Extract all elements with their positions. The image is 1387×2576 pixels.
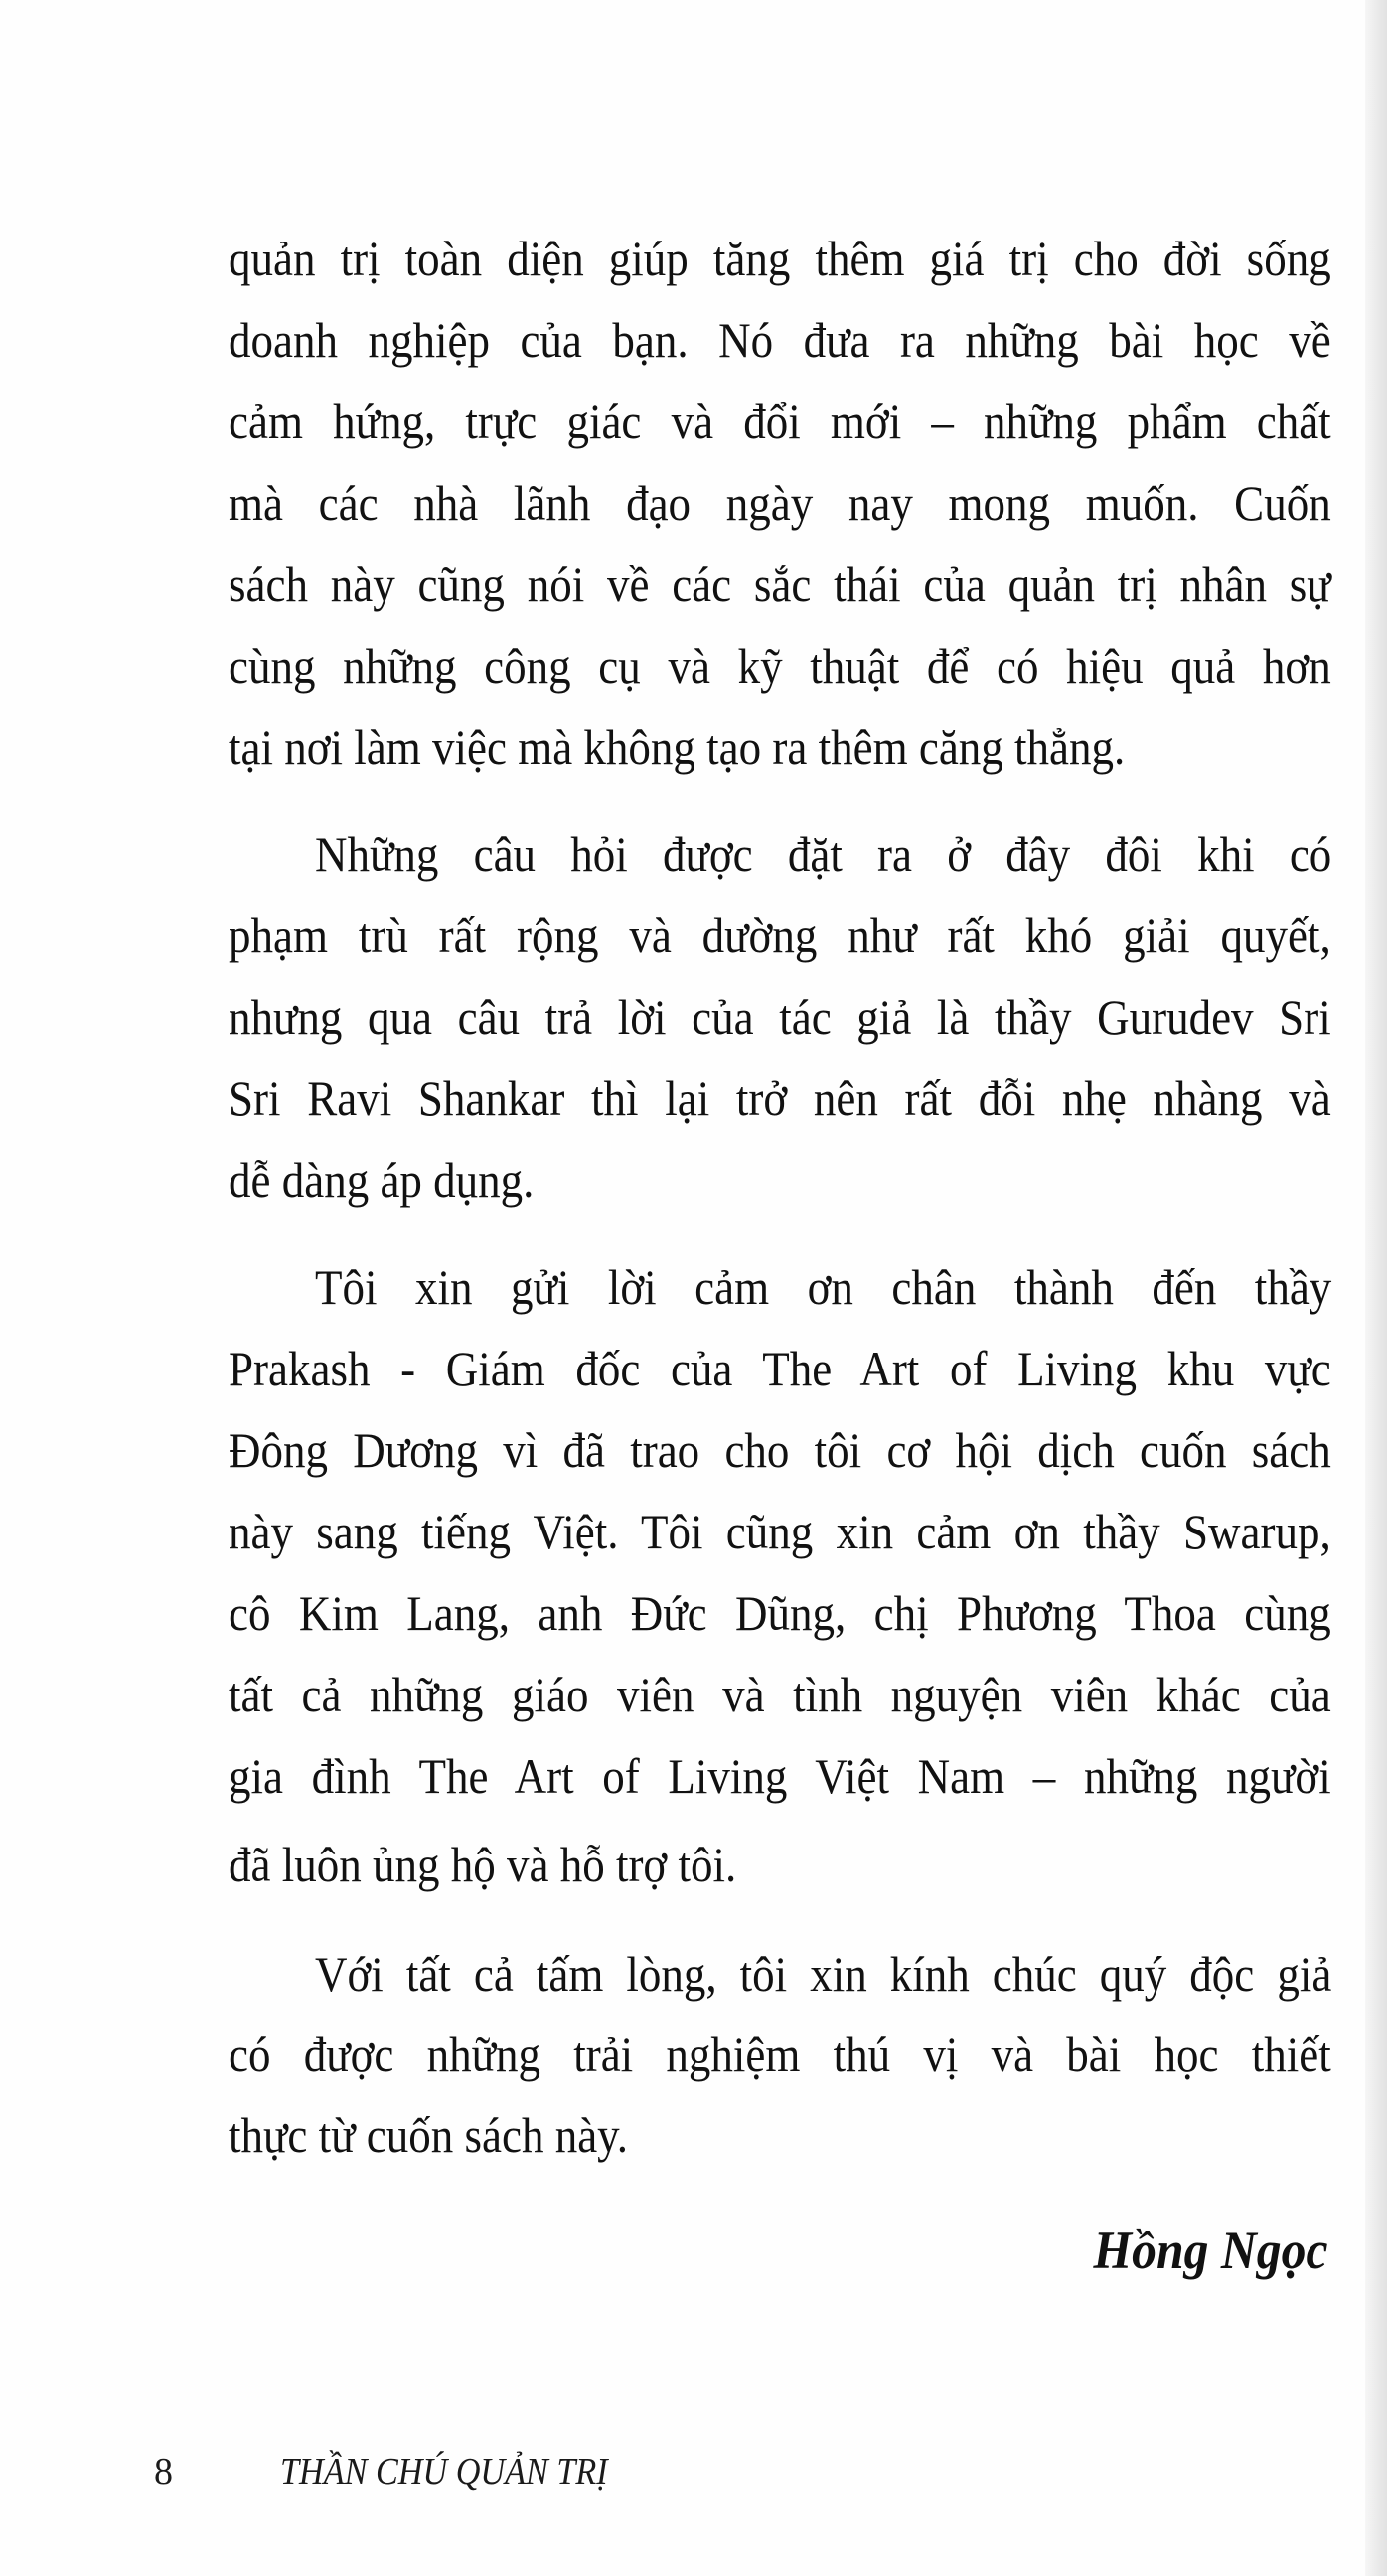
text-line: dễ dàng áp dụng. [229,1152,535,1208]
text-line: cùng những công cụ và kỹ thuật để có hiệu quả hơn [229,638,1331,694]
translator-signature: Hồng Ngọc [1093,2220,1327,2280]
text-line: tại nơi làm việc mà không tạo ra thêm căng thẳng. [229,720,1126,775]
text-line: Những câu hỏi được đặt ra ở đây đôi khi có [315,826,1332,882]
text-line: sách này cũng nói về các sắc thái của quản trị nhân sự [229,557,1331,612]
text-line: thực từ cuốn sách này. [229,2107,628,2163]
text-line: gia đình The Art of Living Việt Nam – những người [229,1748,1331,1804]
text-line: cô Kim Lang, anh Đức Dũng, chị Phương Thoa cùng [229,1585,1331,1641]
running-title: THẦN CHÚ QUẢN TRỊ [280,2451,608,2493]
text-line: nhưng qua câu trả lời của tác giả là thầy Gurudev Sri [229,989,1331,1045]
text-line: này sang tiếng Việt. Tôi cũng xin cảm ơn thầy Swarup, [229,1504,1331,1559]
text-line: Sri Ravi Shankar thì lại trở nên rất đỗi nhẹ nhàng và [229,1070,1331,1126]
text-line: cảm hứng, trực giác và đổi mới – những phẩm chất [229,394,1331,449]
text-line: Tôi xin gửi lời cảm ơn chân thành đến thầy [315,1259,1332,1315]
text-line: doanh nghiệp của bạn. Nó đưa ra những bài học về [229,312,1331,368]
text-line: quản trị toàn diện giúp tăng thêm giá trị cho đời sống [229,231,1331,286]
text-line: phạm trù rất rộng và dường như rất khó giải quyết, [229,907,1331,963]
text-line: Đông Dương vì đã trao cho tôi cơ hội dịch cuốn sách [229,1422,1331,1478]
text-line: tất cả những giáo viên và tình nguyện viên khác của [229,1667,1331,1722]
text-line: có được những trải nghiệm thú vị và bài học thiết [229,2026,1331,2082]
page-edge-shadow [1365,0,1387,2576]
text-line: mà các nhà lãnh đạo ngày nay mong muốn. Cuốn [229,475,1331,531]
text-line: Prakash - Giám đốc của The Art of Living khu vực [229,1341,1331,1396]
text-line: đã luôn ủng hộ và hỗ trợ tôi. [229,1837,737,1892]
text-line: Với tất cả tấm lòng, tôi xin kính chúc quý độc giả [315,1946,1332,2002]
page-number: 8 [154,2451,173,2493]
